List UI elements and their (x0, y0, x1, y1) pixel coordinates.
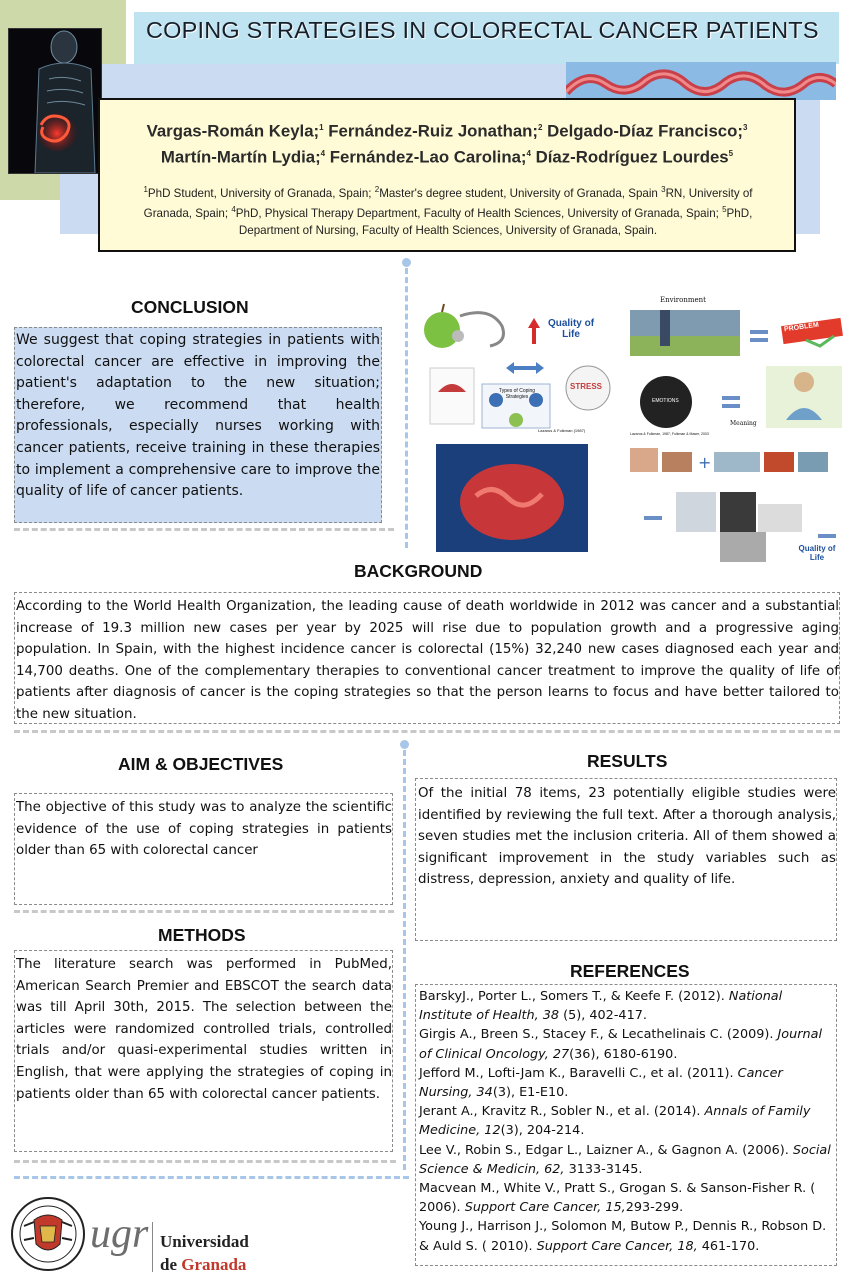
aim-text: The objective of this study was to analyze the scientific evidence of the use of coping strategies in patients older than 65 with colorectal cancer (16, 800, 392, 859)
affiliation-text: PhD Student, University of Granada, Spain; (147, 186, 375, 200)
reference-journal: Support Care Cancer, 15, (464, 1200, 626, 1216)
vertical-divider (405, 268, 408, 548)
reference-authors: Macvean M., White V., Pratt S., Grogan S. & Sanson-Fisher R. ( 2006). (419, 1181, 816, 1216)
meaning-label: Meaning (730, 420, 757, 427)
reference-item (419, 1102, 835, 1140)
reference-item (419, 1141, 835, 1179)
coping-types-label: Types of Coping Strategies (498, 388, 536, 400)
author-name: Fernández-Ruiz Jonathan; (323, 121, 539, 141)
reference-item (419, 1064, 835, 1102)
background-heading: BACKGROUND (354, 561, 483, 581)
university-name-line-1: Universidad (160, 1232, 249, 1251)
author-name: Martín-Martín Lydia; (160, 147, 321, 167)
emotions-label: EMOTIONS (652, 398, 679, 404)
reference-pages: 293-299. (625, 1200, 684, 1216)
coping-model-figure (420, 296, 850, 566)
aim-heading: AIM & OBJECTIVES (118, 754, 284, 774)
reference-pages: (36), 6180-6190. (569, 1046, 678, 1062)
author-name: Fernández-Lao Carolina; (325, 147, 527, 167)
reference-item (419, 1179, 835, 1217)
section-divider (14, 528, 394, 531)
figure-citation: Lazarus & Folkman (1987) (538, 428, 586, 433)
reference-journal: Social Science & Medicin, 62, (419, 1142, 831, 1177)
reference-journal: Cancer Nursing, 34 (419, 1065, 783, 1101)
affiliation-number: 2 (374, 185, 380, 194)
logo-divider (152, 1222, 153, 1272)
colon-banner-image (566, 62, 836, 100)
author-affiliation-number: 1 (319, 123, 324, 132)
author-affiliation-number: 3 (742, 123, 748, 132)
environment-label: Environment (660, 296, 706, 304)
reference-pages: 3133-3145. (564, 1161, 643, 1177)
reference-authors: Girgis A., Breen S., Stacey F., & Lecathelinais C. (2009). (419, 1027, 778, 1043)
affiliation-number: 4 (231, 205, 236, 215)
author-name: Delgado-Díaz Francisco; (542, 121, 743, 141)
reference-pages: 461-170. (697, 1238, 760, 1254)
reference-authors: Jefford M., Lofti-Jam K., Baravelli C., et al. (2011). (419, 1065, 738, 1081)
reference-pages: (3), E1-E10. (492, 1085, 569, 1101)
authors-line-2 (98, 143, 796, 169)
conclusion-text: We suggest that coping strategies in patients with colorectal cancer are effective in improving the patient's adaptation to the new situation; therefore, we recommend that health professionals, especially nurses working with cancer patients, receive training in these therapies to implement a comprehensive care to improve the quality of life of cancer patients. (16, 332, 380, 500)
affiliation-number: 5 (722, 205, 727, 215)
svg-text:+: + (698, 453, 712, 472)
reference-journal: Support Care Cancer, 18, (536, 1238, 698, 1254)
reference-authors: Lee V., Robin S., Edgar L., Laizner A., & Gagnon A. (2006). (419, 1142, 793, 1158)
reference-authors: BarskyJ., Porter L., Somers T., & Keefe F. (2012). (419, 989, 729, 1004)
reference-item (419, 1025, 835, 1063)
figure-graphics (420, 296, 850, 566)
affiliation-text: PhD, Physical Therapy Department, Faculty of Health Sciences, University of Granada, Spain; (235, 207, 723, 221)
reference-journal: Annals of Family Medicine, 12 (419, 1104, 811, 1139)
author-name: Díaz-Rodríguez Lourdes (530, 147, 729, 167)
background-text: According to the World Health Organization, the leading cause of death worldwide in 2012 was cancer and a substantial increase of 19.3 million new cases per year by 2025 will rise due to population growth and a progressive aging population. In Spain, with the highest incidence cancer is colorectal (15%) 32,240 new cases diagnosed each year and 14,700 deaths. One of the complementary therapies to conventional cancer treatment to improve the quality of life of patients after diagnosis of cancer is the coping strategies so that the person learns to focus and have better tailored to the new situation. (16, 599, 839, 722)
references-heading: REFERENCES (570, 961, 690, 981)
reference-item (419, 1217, 835, 1255)
vertical-divider (403, 750, 406, 1170)
author-name: Vargas-Román Keyla; (146, 121, 320, 141)
reference-journal: National Institute of Health, 38 (419, 989, 783, 1024)
affiliation-text: Master's degree student, University of Granada, Spain (379, 186, 662, 200)
affiliation-number: 3 (661, 185, 666, 194)
reference-pages: (3), 204-214. (500, 1123, 585, 1139)
section-divider-blue (14, 1176, 409, 1179)
figure-citation-2: Lazarus & Folkman, 1987; Folkman & Maser, 2003 (630, 432, 709, 436)
affiliation-text: PhD, Department of Nursing, Faculty of Health Sciences, University of Granada, Spain. (238, 207, 753, 237)
reference-item (419, 987, 835, 1025)
affiliation-number: 1 (143, 185, 148, 194)
results-heading: RESULTS (587, 751, 668, 771)
conclusion-heading: CONCLUSION (131, 297, 249, 317)
university-city: Granada (181, 1255, 247, 1274)
author-affiliation-number: 5 (728, 148, 734, 158)
ugr-wordmark: ugr (90, 1211, 149, 1257)
methods-text: The literature search was performed in PubMed, American Search Premier and EBSCOT the search data was till April 30th, 2015. The selection between the articles were randomized controlled trials, controlled trials and/or quasi-experimental studies written in English, that were applying the strategies of coping in patients older than 65 with colorectal cancer patients. (16, 957, 392, 1102)
connector-dot (400, 740, 409, 749)
section-divider (14, 910, 394, 913)
reference-pages: (5), 402-417. (559, 1008, 647, 1024)
affiliation-text: RN, University of Granada, Spain; (143, 186, 753, 221)
authors-line-1 (98, 117, 796, 143)
references-list (419, 987, 835, 1256)
reference-journal: Journal of Clinical Oncology, 27 (419, 1027, 823, 1062)
author-affiliation-number: 2 (538, 123, 543, 132)
section-divider (14, 1160, 396, 1163)
author-affiliation-number: 4 (320, 148, 326, 158)
university-crest-icon (10, 1196, 86, 1272)
poster-title: COPING STRATEGIES IN COLORECTAL CANCER PATIENTS (146, 17, 819, 43)
results-text: Of the initial 78 items, 23 potentially eligible studies were identified by reviewing the full text. After a thorough analysis, seven studies met the inclusion criteria. All of them showed a significant improvement in the study variables such as distress, depression, anxiety and quality of life. (418, 786, 836, 888)
quality-of-life-label-2: Quality of Life (798, 544, 836, 562)
university-de: de (160, 1255, 182, 1274)
stress-label: STRESS (570, 382, 603, 391)
methods-heading: METHODS (158, 925, 246, 945)
connector-dot (402, 258, 411, 267)
university-name-line-2 (160, 1255, 246, 1275)
author-affiliation-number: 4 (526, 148, 531, 158)
problem-label: PROBLEM (783, 321, 820, 334)
quality-of-life-label: Quality of Life (547, 318, 595, 340)
affiliations (130, 182, 766, 239)
reference-authors: Young J., Harrison J., Solomon M, Butow P., Dennis R., Robson D. & Auld S. ( 2010). (419, 1219, 827, 1254)
reference-authors: Jerant A., Kravitz R., Sobler N., et al. (2014). (419, 1104, 705, 1120)
authors-list (98, 117, 796, 168)
anatomy-illustration (8, 28, 102, 174)
section-divider (14, 730, 840, 733)
